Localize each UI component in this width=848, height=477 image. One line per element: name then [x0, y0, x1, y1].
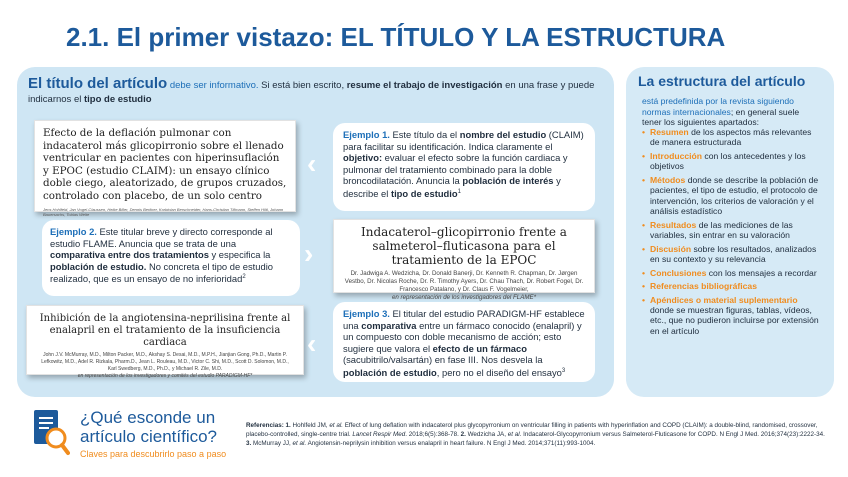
example-3-box: Ejemplo 3. El titular del estudio PARADIGM-HF establece una comparativa entre un fármaco conocido (enalapril) y un compuesto con doble mecanismo de acción; esto sugiere que valora el efecto de un fármaco (sacubitrilo/valsartán) en fase III. Nos desvela la población de estudio, pero no el diseño del ensayo$^3$: [333, 302, 595, 382]
chevron-left-icon: ‹: [307, 148, 317, 179]
paper-title: Indacaterol–glicopirronio frente a salmeterol–fluticasona para el tratamiento de la EPOC: [361, 225, 567, 267]
references: Referencias: 1. Hohlfeld JM, et al. Effect of lung deflation with indacaterol plus glycopyrronium on ventricular filling in patients with hyperinflation and COPD (CLAIM): a double-blind, randomised, crossover, placebo-controlled, single-centre trial. Lancet Respir Med. 2018;6(5):368-78. 2. Wedzicha JA, et al. Indacaterol-Glycopyrronium versus Salmeterol-Fluticasone for COPD. N Engl J Med. 2016;374(23):2222-34. 3. McMurray JJ, et al. Angiotensin-neprilysin inhibition versus enalapril in heart failure. N Engl J Med. 2014;371(11):993-1004.: [246, 422, 825, 447]
logo-line-1: ¿Qué esconde un: [80, 408, 216, 427]
logo-line-2: artículo científico?: [80, 427, 218, 446]
list-item: • Resultados de las mediciones de las variables, sin entrar en su valoración: [642, 220, 822, 241]
list-item: • Discusión sobre los resultados, analizados en su contexto y su relevancia: [642, 244, 822, 265]
chevron-right-icon: ›: [304, 238, 314, 269]
paper-group: en representación de los investigadores del FLAME*: [391, 294, 537, 301]
paper-clipping-flame: [333, 219, 595, 301]
structure-heading: La estructura del artículo: [638, 73, 806, 89]
example-1-box: Ejemplo 1. Este título da el nombre del estudio (CLAIM) para facilitar su identificación. Indica claramente el objetivo: evaluar el efecto sobre la función cardiaca y pulmonar del tratamiento combinado para la doble broncodilatación. Anuncia la población de interés y describe el tipo de estudio$^1$: [333, 123, 595, 211]
structure-list: [642, 127, 822, 339]
list-item: • Resumen de los aspectos más relevantes de manera estructurada: [642, 127, 822, 148]
structure-intro: está predefinida por la revista siguiendo normas internacionales; en general suele tener los siguientes apartados:: [642, 96, 800, 127]
example-2-box: Ejemplo 2. Este titular breve y directo corresponde al estudio FLAME. Anuncia que se trata de una comparativa entre dos tratamientos y especifica la población de estudio. No concreta el tipo de estudio realizado, que es un ensayo de no inferioridad$^2$: [42, 220, 300, 296]
list-item: • Introducción con los antecedentes y los objetivos: [642, 151, 822, 172]
page-title: 2.1. El primer vistazo: EL TÍTULO Y LA ESTRUCTURA: [66, 22, 726, 52]
title-section-intro: El título del artículo debe ser informativo. Si está bien escrito, resume el trabajo de investigación en una frase y puede indicarnos el tipo de estudio: [28, 75, 595, 105]
paper-clipping-claim: [34, 120, 296, 217]
series-logo: [30, 404, 240, 466]
paper-authors: Jens Hohlfeld, Jan Vogel-Claussen, Heike Biller, Dennis Berliner, Korbinian Berschneider, Hans-Christian Tillmann, Steffen Hiltl, Johann Bauersachs, Tobias Welte: [43, 206, 284, 217]
paper-clipping-paradigm: [26, 305, 304, 379]
chevron-left-icon: ‹: [307, 328, 317, 359]
paper-title: Inhibición de la angiotensina-neprilisina frente al enalapril en el tratamiento de la insuficiencia cardiaca: [39, 313, 291, 348]
paper-group: en representación de los investigadores y comités del estudio PARADIGM-HF*: [77, 373, 253, 379]
list-item: • Conclusiones con los mensajes a recordar: [642, 268, 822, 278]
paper-authors: Dr. Jadwiga A. Wedzicha, Dr. Donald Banerji, Dr. Kenneth R. Chapman, Dr. Jørgen Vestbo, Dr. Nicolas Roche, Dr. R. Timothy Ayers, Dr. Chau Thach, Dr. Robert Fogel, Dr. Francesco Patalano, y Dr. Claus F. Vogelmeier,: [344, 270, 584, 293]
list-item: • Apéndices o material suplementario donde se muestran figuras, tablas, vídeos, etc., que no pudieron incluirse por extensión en el artículo: [642, 295, 822, 336]
magnifier-document-icon: [30, 408, 70, 456]
paper-title: Efecto de la deflación pulmonar con indacaterol más glicopirronio sobre el llenado ventricular en pacientes con hiperinsuflación y EPOC (estudio CLAIM): un ensayo clínico doble ciego, aleatorizado, de grupos cruzados, controlado con placebo, de un solo centro: [43, 127, 287, 202]
list-item: • Métodos donde se describe la población de pacientes, el tipo de estudio, el protocolo de intervención, los criterios de valoración y el análisis estadístico: [642, 175, 822, 216]
list-item: • Referencias bibliográficas: [642, 281, 822, 291]
title-section-heading: El título del artículo: [28, 75, 168, 92]
logo-tagline: Claves para descubrirlo paso a paso: [80, 449, 227, 459]
paper-authors: John J.V. McMurray, M.D., Milton Packer, M.D., Akshay S. Desai, M.D., M.P.H., Jianjian Gong, Ph.D., Martin P. Lefkowitz, M.D., Adel R. Rizkala, Pharm.D., Jean L. Rouleau, M.D., Victor C. Shi, M.D., Scott D. Solomon, M.D., Karl Swedberg, M.D., Ph.D., y Michael R. Zile, M.D.: [41, 352, 289, 372]
